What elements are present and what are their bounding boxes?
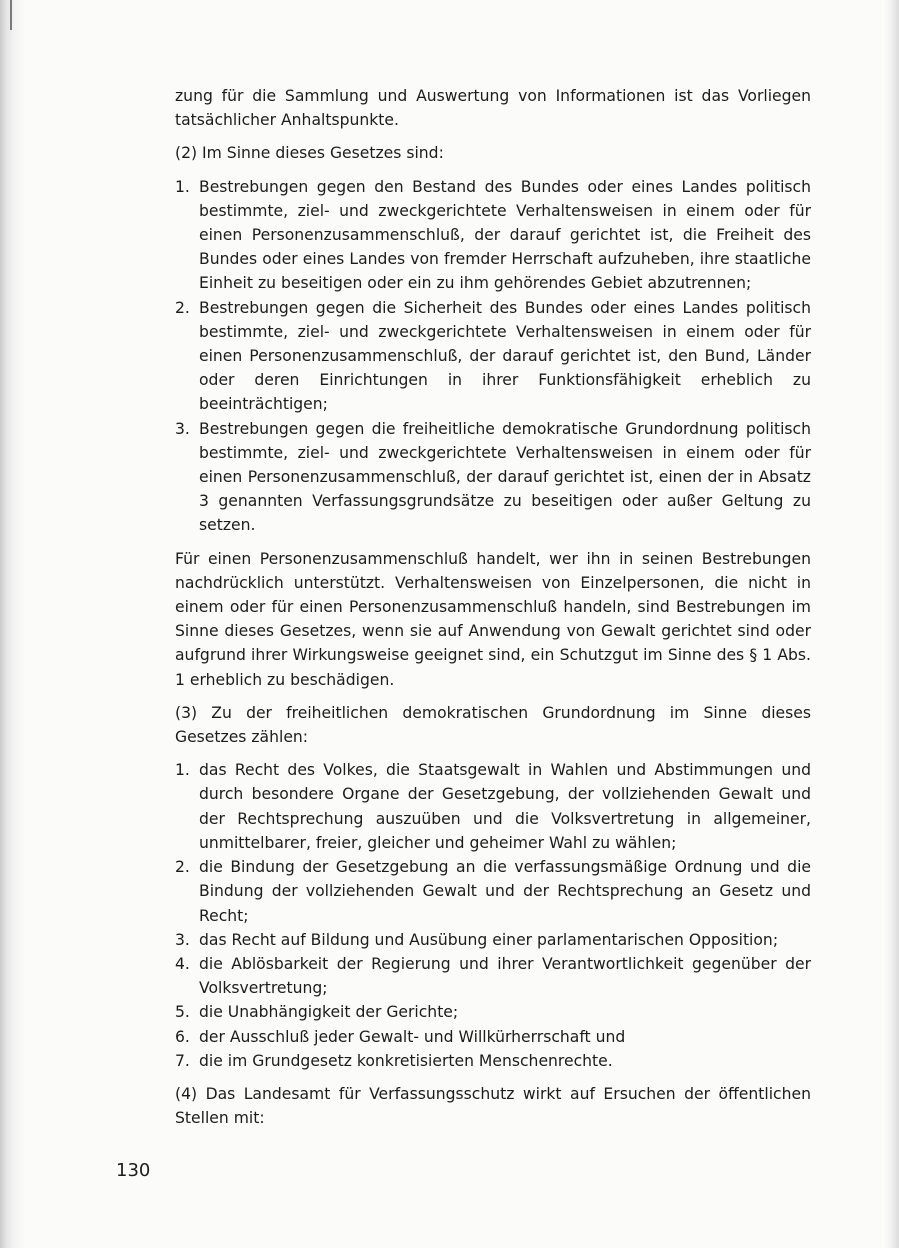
- list-item: [175, 417, 811, 538]
- list-item: [175, 1000, 811, 1024]
- list-item-number: 7.: [175, 1051, 190, 1070]
- list-item-text: Bestrebungen gegen die freiheitliche demokratische Grundordnung politisch bestimmte, ziel- und zweckgerichtete Verhaltensweisen in einem oder für einen Personenzusammenschluß, der darauf gerichtet ist, einen der in Absatz 3 genannten Verfassungsgrundsätze zu beseitigen oder außer Geltung zu setzen.: [199, 419, 811, 535]
- list-item-number: 2.: [175, 298, 190, 317]
- page-content: [175, 84, 811, 1139]
- list-item-number: 6.: [175, 1027, 190, 1046]
- section-4-heading: (4) Das Landesamt für Verfassungsschutz wirkt auf Ersuchen der öffentlichen Stellen mit:: [175, 1084, 811, 1128]
- list-item: [175, 952, 811, 1000]
- list-item-text: der Ausschluß jeder Gewalt- und Willkürherrschaft und: [199, 1027, 626, 1046]
- list-item-text: Bestrebungen gegen den Bestand des Bundes oder eines Landes politisch bestimmte, ziel- und zweckgerichtete Verhaltensweisen in einem oder für einen Personenzusammenschluß, der darauf gerichtet ist, die Freiheit des Bundes oder eines Landes von fremder Herrschaft aufzuheben, ihre staatliche Einheit zu beseitigen oder ein zu ihm gehörendes Gebiet abzutrennen;: [199, 177, 811, 293]
- list-item-text: das Recht des Volkes, die Staatsgewalt in Wahlen und Abstimmungen und durch besondere Organe der Gesetzgebung, der vollziehenden Gewalt und der Rechtsprechung auszuüben und die Volksvertretung in allgemeiner, unmittelbarer, freier, gleicher und geheimer Wahl zu wählen;: [199, 761, 811, 852]
- list-item-text: die im Grundgesetz konkretisierten Menschenrechte.: [199, 1051, 613, 1070]
- scan-edge-right: [885, 0, 899, 1248]
- list-item: [175, 1025, 811, 1049]
- list-item-number: 1.: [175, 761, 190, 780]
- list-item-text: die Unabhängigkeit der Gerichte;: [199, 1003, 459, 1022]
- list-item-number: 4.: [175, 954, 190, 973]
- list-item-number: 3.: [175, 930, 190, 949]
- list-item: [175, 1049, 811, 1073]
- section-3-list: [175, 758, 811, 1073]
- list-item-text: das Recht auf Bildung und Ausübung einer parlamentarischen Opposition;: [199, 930, 779, 949]
- list-item: [175, 175, 811, 296]
- section-2-list: [175, 175, 811, 538]
- list-item-number: 5.: [175, 1003, 190, 1022]
- list-item-number: 1.: [175, 177, 190, 196]
- list-item-text: die Ablösbarkeit der Regierung und ihrer Verantwortlichkeit gegenüber der Volksvertretung;: [199, 954, 811, 998]
- page-number: 130: [116, 1160, 151, 1181]
- list-item: [175, 855, 811, 928]
- intro-paragraph: zung für die Sammlung und Auswertung von Informationen ist das Vorliegen tatsächlicher Anhaltspunkte.: [175, 87, 811, 130]
- list-item: [175, 296, 811, 417]
- section-2-heading: (2) Im Sinne dieses Gesetzes sind:: [175, 144, 444, 163]
- list-item-text: Bestrebungen gegen die Sicherheit des Bundes oder eines Landes politisch bestimmte, ziel- und zweckgerichtete Verhaltensweisen in einem oder für einen Personenzusammenschluß, der darauf gerichtet ist, den Bund, Länder oder deren Einrichtungen in ihrer Funktionsfähigkeit erheblich zu beeinträchtigen;: [199, 298, 811, 414]
- section-2-closing-paragraph: Für einen Personenzusammenschluß handelt, wer ihn in seinen Bestrebungen nachdrücklich unterstützt. Verhaltensweisen von Einzelpersonen, die nicht in einem oder für einen Personenzusammenschluß handeln, sind Bestrebungen im Sinne dieses Gesetzes, wenn sie auf Anwendung von Gewalt gerichtet sind oder aufgrund ihrer Wirkungsweise geeignet sind, ein Schutzgut im Sinne des § 1 Abs. 1 erheblich zu beschädigen.: [175, 549, 811, 689]
- list-item-number: 3.: [175, 419, 190, 438]
- section-3-heading: (3) Zu der freiheitlichen demokratischen Grundordnung im Sinne dieses Gesetzes zählen:: [175, 703, 811, 747]
- list-item-text: die Bindung der Gesetzgebung an die verfassungsmäßige Ordnung und die Bindung der vollziehenden Gewalt und der Rechtsprechung an Gesetz und Recht;: [199, 858, 811, 925]
- list-item: [175, 928, 811, 952]
- list-item: [175, 758, 811, 855]
- list-item-number: 2.: [175, 858, 190, 877]
- scan-edge-left: [0, 0, 26, 1248]
